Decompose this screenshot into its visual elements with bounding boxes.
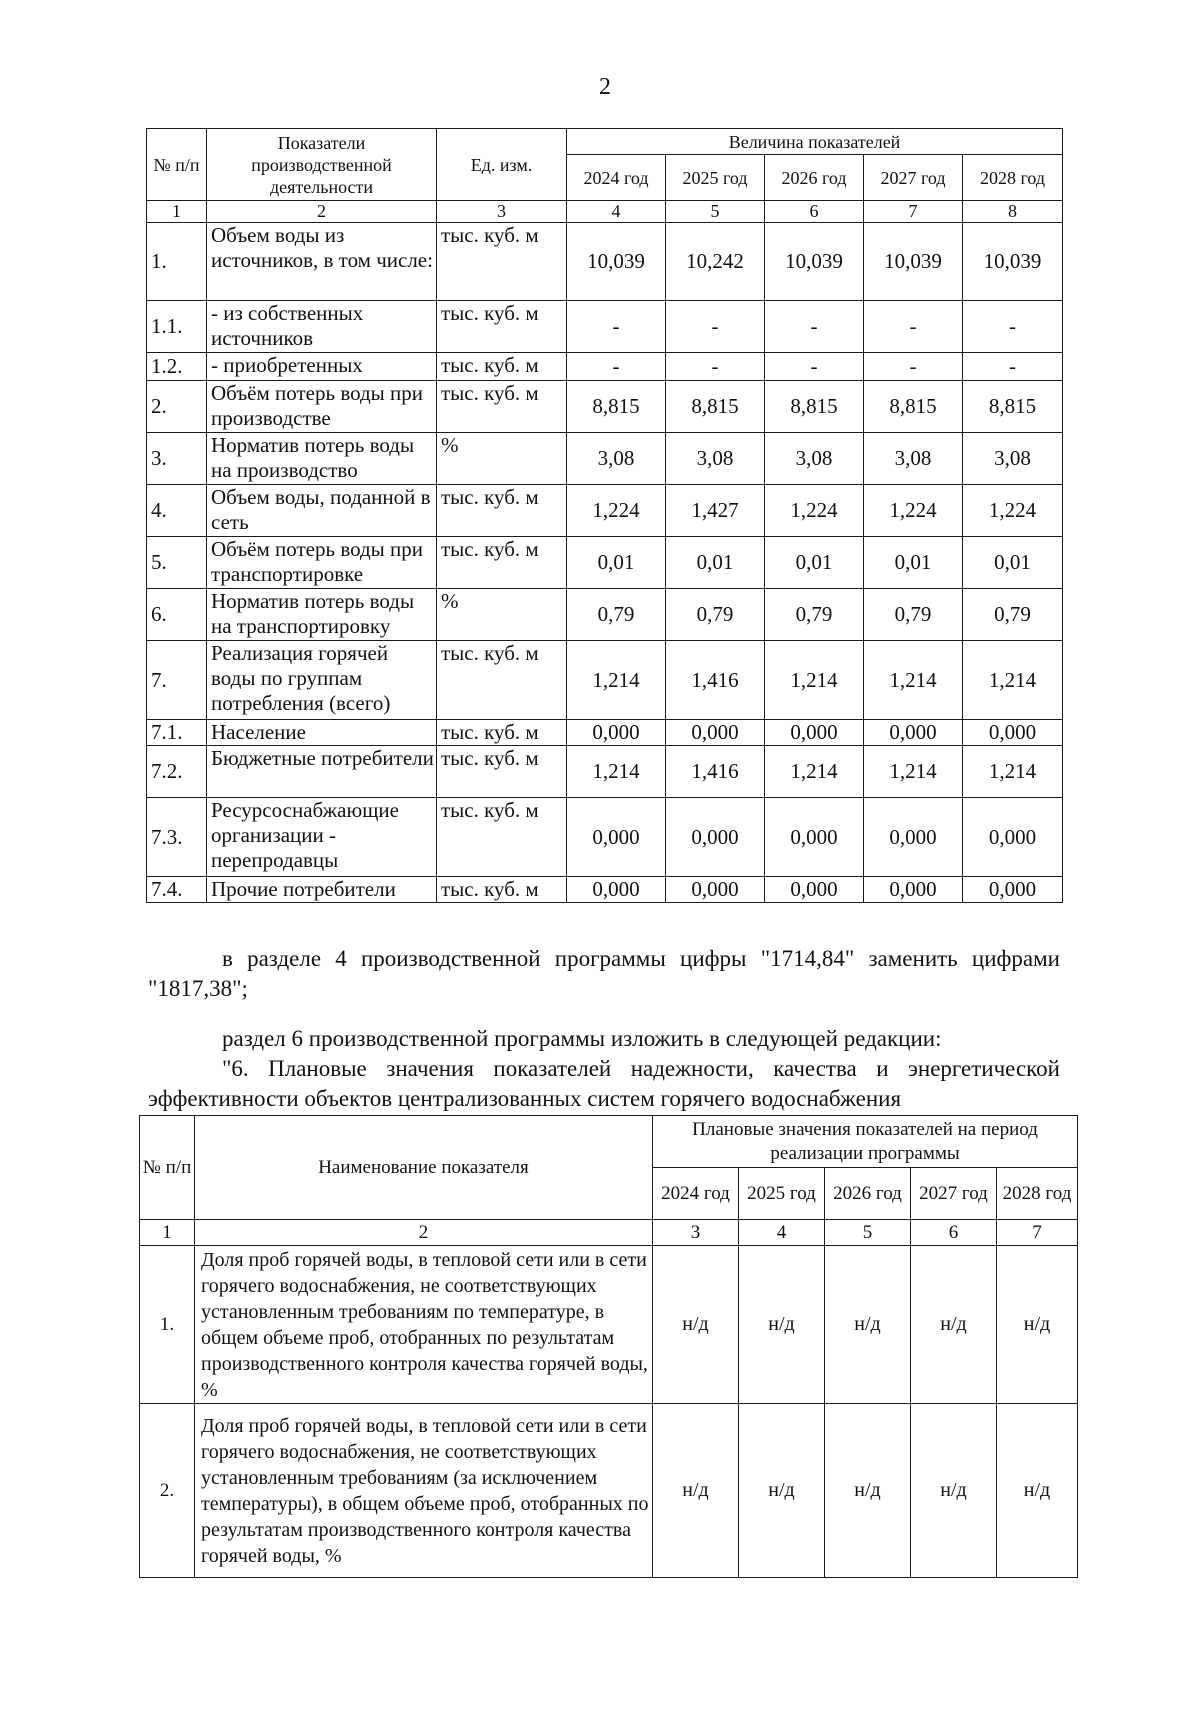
row-name: Норматив потерь воды на производство — [207, 433, 437, 485]
table-row — [147, 720, 1063, 746]
table-row — [147, 746, 1063, 798]
row-value: н/д — [653, 1404, 739, 1578]
col-number: 3 — [437, 201, 567, 223]
row-name: - приобретенных — [207, 353, 437, 381]
table-row — [147, 381, 1063, 433]
row-value: 0,000 — [567, 877, 666, 903]
row-name: Объем воды, поданной в сеть — [207, 485, 437, 537]
row-value: 0,000 — [666, 877, 765, 903]
section4-amendment: в разделе 4 производственной программы цифры "1714,84" заменить цифрами "1817,38"; — [148, 946, 1060, 1001]
row-value: 0,000 — [963, 720, 1063, 746]
header-year: 2026 год — [765, 155, 864, 201]
row-num: 7.4. — [147, 877, 207, 903]
table-row — [147, 223, 1063, 301]
row-value: 8,815 — [666, 381, 765, 433]
row-num: 2. — [140, 1404, 195, 1578]
row-value: 1,214 — [765, 746, 864, 798]
row-value: н/д — [739, 1404, 825, 1578]
col-number: 2 — [195, 1220, 653, 1246]
row-value: 0,000 — [963, 877, 1063, 903]
header-values-group: Величина показателей — [567, 129, 1063, 155]
table-row — [140, 1404, 1078, 1578]
col-number: 5 — [825, 1220, 911, 1246]
row-value: 1,214 — [963, 746, 1063, 798]
row-value: 0,000 — [864, 798, 963, 877]
row-unit: % — [437, 589, 567, 641]
row-value: 1,214 — [567, 641, 666, 720]
header-year: 2025 год — [739, 1168, 825, 1220]
row-unit: тыс. куб. м — [437, 353, 567, 381]
row-name: Объем воды из источников, в том числе: — [207, 223, 437, 301]
row-value: - — [864, 353, 963, 381]
row-value: 10,039 — [765, 223, 864, 301]
section6-intro: раздел 6 производственной программы изложить в следующей редакции: — [222, 1026, 942, 1051]
table-row — [147, 301, 1063, 353]
row-value: - — [765, 301, 864, 353]
row-num: 1. — [147, 223, 207, 301]
row-value: 0,000 — [666, 798, 765, 877]
row-value: н/д — [739, 1246, 825, 1404]
header-year: 2024 год — [567, 155, 666, 201]
row-value: 0,79 — [864, 589, 963, 641]
row-num: 3. — [147, 433, 207, 485]
header-year: 2028 год — [997, 1168, 1078, 1220]
production-indicators-table — [146, 128, 1063, 903]
row-num: 7.2. — [147, 746, 207, 798]
row-value: 10,242 — [666, 223, 765, 301]
row-value: 0,000 — [864, 877, 963, 903]
header-year: 2028 год — [963, 155, 1063, 201]
col-number: 7 — [864, 201, 963, 223]
row-value: - — [666, 353, 765, 381]
row-num: 2. — [147, 381, 207, 433]
row-num: 5. — [147, 537, 207, 589]
row-value: - — [567, 353, 666, 381]
row-name: Норматив потерь воды на транспортировку — [207, 589, 437, 641]
header-num: № п/п — [147, 129, 207, 201]
row-num: 7. — [147, 641, 207, 720]
row-value: 0,01 — [963, 537, 1063, 589]
col-number: 6 — [911, 1220, 997, 1246]
row-value: 1,214 — [864, 746, 963, 798]
row-value: - — [666, 301, 765, 353]
row-value: 3,08 — [666, 433, 765, 485]
row-value: 10,039 — [864, 223, 963, 301]
table-row — [140, 1246, 1078, 1404]
row-value: 0,000 — [567, 720, 666, 746]
row-value: 0,79 — [666, 589, 765, 641]
col-number: 1 — [147, 201, 207, 223]
col-number: 6 — [765, 201, 864, 223]
row-num: 1. — [140, 1246, 195, 1404]
row-value: 0,01 — [765, 537, 864, 589]
row-value: 1,427 — [666, 485, 765, 537]
row-value: - — [864, 301, 963, 353]
row-value: 0,000 — [963, 798, 1063, 877]
row-unit: тыс. куб. м — [437, 877, 567, 903]
row-value: 0,000 — [765, 798, 864, 877]
row-name: - из собственных источников — [207, 301, 437, 353]
table-row — [147, 589, 1063, 641]
col-number: 2 — [207, 201, 437, 223]
row-unit: тыс. куб. м — [437, 223, 567, 301]
row-value: н/д — [911, 1404, 997, 1578]
row-value: 10,039 — [567, 223, 666, 301]
row-unit: тыс. куб. м — [437, 301, 567, 353]
header-num: № п/п — [140, 1116, 195, 1220]
col-number: 4 — [739, 1220, 825, 1246]
row-value: н/д — [997, 1246, 1078, 1404]
row-value: 1,416 — [666, 746, 765, 798]
row-name: Доля проб горячей воды, в тепловой сети или в сети горячего водоснабжения, не соответствующих установленным требованиям по температуре, в общем объеме проб, отобранных по результатам производственного контроля качества горячей воды, % — [195, 1246, 653, 1404]
row-value: 3,08 — [963, 433, 1063, 485]
row-name: Ресурсоснабжающие организации - перепродавцы — [207, 798, 437, 877]
row-num: 1.1. — [147, 301, 207, 353]
row-value: 3,08 — [765, 433, 864, 485]
row-unit: тыс. куб. м — [437, 720, 567, 746]
row-value: 1,214 — [963, 641, 1063, 720]
row-value: 1,224 — [567, 485, 666, 537]
row-value: 1,224 — [765, 485, 864, 537]
row-value: 1,214 — [765, 641, 864, 720]
row-value: 0,01 — [666, 537, 765, 589]
page-number: 2 — [599, 74, 611, 100]
row-unit: % — [437, 433, 567, 485]
row-name: Объём потерь воды при производстве — [207, 381, 437, 433]
header-indicator: Показатели производственной деятельности — [207, 129, 437, 201]
row-name: Прочие потребители — [207, 877, 437, 903]
row-name: Население — [207, 720, 437, 746]
row-num: 6. — [147, 589, 207, 641]
row-unit: тыс. куб. м — [437, 485, 567, 537]
row-name: Реализация горячей воды по группам потребления (всего) — [207, 641, 437, 720]
row-value: - — [765, 353, 864, 381]
row-value: н/д — [825, 1246, 911, 1404]
row-num: 1.2. — [147, 353, 207, 381]
table-row — [147, 353, 1063, 381]
table-row — [147, 433, 1063, 485]
row-name: Бюджетные потребители — [207, 746, 437, 798]
row-unit: тыс. куб. м — [437, 641, 567, 720]
header-year: 2026 год — [825, 1168, 911, 1220]
row-unit: тыс. куб. м — [437, 381, 567, 433]
row-num: 7.1. — [147, 720, 207, 746]
row-value: н/д — [911, 1246, 997, 1404]
table-row — [147, 877, 1063, 903]
row-value: - — [963, 301, 1063, 353]
row-value: 0,000 — [666, 720, 765, 746]
header-unit: Ед. изм. — [437, 129, 567, 201]
table-row — [147, 485, 1063, 537]
row-name: Доля проб горячей воды, в тепловой сети или в сети горячего водоснабжения, не соответствующих установленным требованиям (за исключением температуры), в общем объеме проб, отобранных по результатам производственного контроля качества горячей воды, % — [195, 1404, 653, 1578]
row-value: 1,214 — [567, 746, 666, 798]
col-number: 8 — [963, 201, 1063, 223]
row-num: 4. — [147, 485, 207, 537]
col-number: 1 — [140, 1220, 195, 1246]
table-row — [147, 798, 1063, 877]
row-value: 1,214 — [864, 641, 963, 720]
reliability-indicators-table — [139, 1115, 1078, 1578]
row-value: 8,815 — [765, 381, 864, 433]
row-value: 8,815 — [864, 381, 963, 433]
col-number: 3 — [653, 1220, 739, 1246]
row-value: 0,01 — [567, 537, 666, 589]
row-value: 1,416 — [666, 641, 765, 720]
row-unit: тыс. куб. м — [437, 746, 567, 798]
table-row — [147, 537, 1063, 589]
row-value: 0,000 — [765, 720, 864, 746]
row-value: 0,000 — [864, 720, 963, 746]
col-number: 4 — [567, 201, 666, 223]
row-value: - — [963, 353, 1063, 381]
col-number: 7 — [997, 1220, 1078, 1246]
row-value: 10,039 — [963, 223, 1063, 301]
header-values-group: Плановые значения показателей на период реализации программы — [653, 1116, 1078, 1168]
header-year: 2024 год — [653, 1168, 739, 1220]
row-value: 0,000 — [765, 877, 864, 903]
row-value: 3,08 — [567, 433, 666, 485]
row-value: 0,01 — [864, 537, 963, 589]
row-value: 8,815 — [567, 381, 666, 433]
row-value: н/д — [653, 1246, 739, 1404]
header-year: 2027 год — [864, 155, 963, 201]
header-year: 2025 год — [666, 155, 765, 201]
row-value: н/д — [825, 1404, 911, 1578]
row-value: 1,224 — [963, 485, 1063, 537]
col-number: 5 — [666, 201, 765, 223]
header-indicator: Наименование показателя — [195, 1116, 653, 1220]
header-year: 2027 год — [911, 1168, 997, 1220]
row-value: 3,08 — [864, 433, 963, 485]
row-value: - — [567, 301, 666, 353]
section6-title: "6. Плановые значения показателей надежности, качества и энергетической эффективности объектов централизованных систем горячего водоснабжения — [148, 1056, 1060, 1111]
row-name: Объём потерь воды при транспортировке — [207, 537, 437, 589]
row-value: 0,79 — [963, 589, 1063, 641]
row-num: 7.3. — [147, 798, 207, 877]
row-value: 0,79 — [567, 589, 666, 641]
table-row — [147, 641, 1063, 720]
row-value: 0,000 — [567, 798, 666, 877]
row-unit: тыс. куб. м — [437, 537, 567, 589]
row-value: н/д — [997, 1404, 1078, 1578]
row-value: 0,79 — [765, 589, 864, 641]
row-value: 1,224 — [864, 485, 963, 537]
row-unit: тыс. куб. м — [437, 798, 567, 877]
row-value: 8,815 — [963, 381, 1063, 433]
